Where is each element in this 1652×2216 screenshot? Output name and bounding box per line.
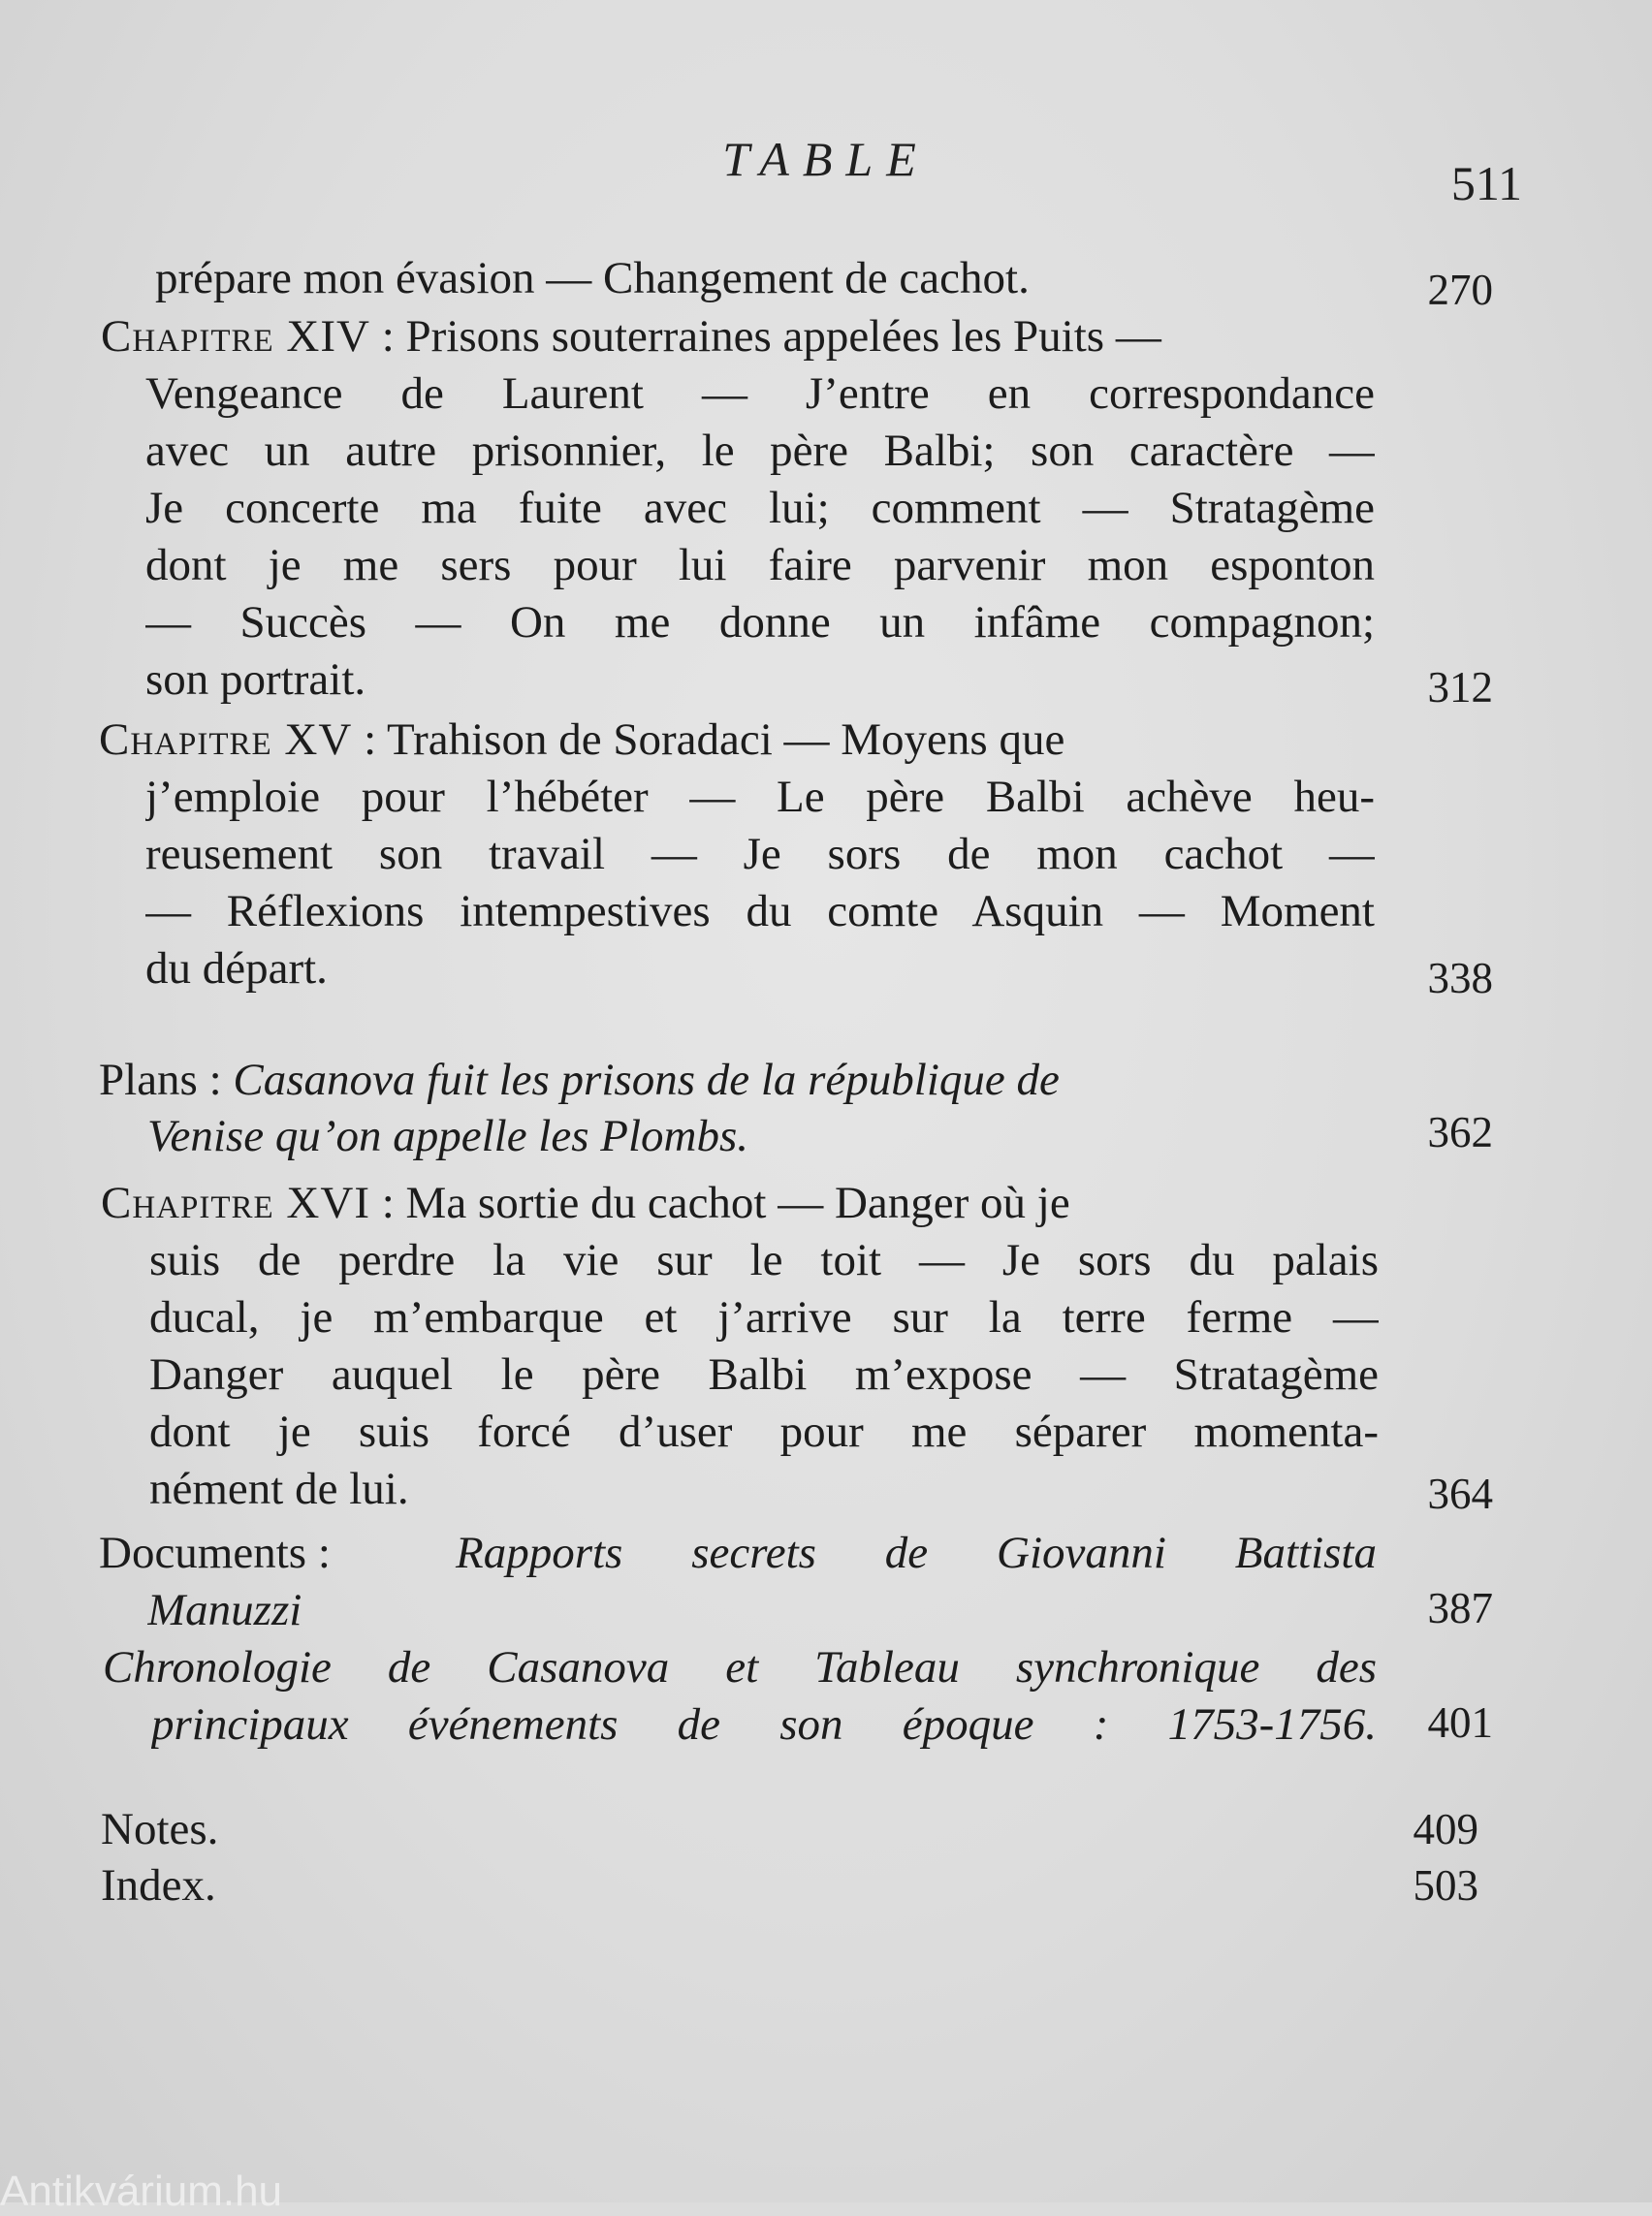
toc-line: reusement son travail — Je sors de mon cachot — — [145, 829, 1375, 879]
toc-line: Prisons souterraines appelées les Puits — — [405, 311, 1161, 362]
chapter-label: Chapitre XVI — [101, 1178, 370, 1228]
toc-line: Notes. — [101, 1804, 219, 1854]
toc-line: Danger auquel le père Balbi m’expose — Stratagème — [149, 1349, 1379, 1400]
toc-line: Rapports secrets de Giovanni Battista — [456, 1528, 1377, 1578]
toc-page-ref: 362 — [1427, 1108, 1493, 1156]
section-label: Plans — [99, 1055, 198, 1105]
toc-line: dont je me sers pour lui faire parvenir mon esponton — [145, 540, 1375, 590]
toc-line: Je concerte ma fuite avec lui; comment — Stratagème — [145, 483, 1375, 533]
toc-page-ref: 270 — [1427, 266, 1493, 314]
toc-line: Casanova fuit les prisons de la république de — [233, 1055, 1060, 1105]
toc-line: principaux événements de son époque : 1753-1756. — [151, 1699, 1377, 1750]
page-number: 511 — [1450, 156, 1522, 210]
section-label: Documents : — [99, 1528, 331, 1578]
chapter-label: Chapitre XV — [99, 714, 353, 765]
toc-line: son portrait. — [145, 654, 366, 705]
toc-line: prépare mon évasion — Changement de cachot. — [155, 253, 1030, 303]
toc-line: Vengeance de Laurent — J’entre en correspondance — [145, 368, 1375, 419]
toc-line: suis de perdre la vie sur le toit — Je sors du palais — [149, 1235, 1379, 1285]
toc-page-ref: 312 — [1427, 663, 1493, 712]
label-separator: : — [197, 1055, 234, 1105]
toc-page-ref: 364 — [1427, 1470, 1493, 1518]
toc-line: — Réflexions intempestives du comte Asquin — Moment — [145, 886, 1375, 936]
toc-page-ref: 503 — [1413, 1861, 1478, 1910]
label-separator: : — [369, 311, 406, 362]
toc-first-line — [101, 308, 1161, 364]
watermark: Antikvárium.hu — [0, 2168, 283, 2215]
toc-line: dont je suis forcé d’user pour me séparer momenta- — [149, 1407, 1379, 1457]
running-title: TABLE — [722, 132, 930, 186]
label-separator: : — [369, 1178, 406, 1228]
toc-line: Ma sortie du cachot — Danger où je — [405, 1178, 1070, 1228]
toc-line: Manuzzi — [147, 1585, 302, 1635]
toc-line: j’emploie pour l’hébéter — Le père Balbi achève heu- — [145, 772, 1375, 822]
toc-line: Index. — [101, 1860, 216, 1911]
toc-page-ref: 409 — [1413, 1805, 1478, 1853]
toc-line: avec un autre prisonnier, le père Balbi; son caractère — — [145, 426, 1375, 476]
toc-first-line — [99, 1525, 1377, 1581]
toc-line: Venise qu’on appelle les Plombs. — [147, 1111, 749, 1161]
toc-first-line — [101, 1175, 1070, 1231]
chapter-label: Chapitre XIV — [101, 311, 370, 362]
label-separator: : — [352, 714, 388, 765]
toc-page-ref: 401 — [1427, 1698, 1493, 1747]
toc-first-line — [99, 1052, 1060, 1108]
toc-line: Chronologie de Casanova et Tableau synchronique des — [103, 1642, 1377, 1693]
toc-line: nément de lui. — [149, 1464, 409, 1514]
toc-first-line — [99, 712, 1064, 768]
toc-page-ref: 338 — [1427, 954, 1493, 1002]
toc-page-ref: 387 — [1427, 1584, 1493, 1632]
toc-line: — Succès — On me donne un infâme compagnon; — [145, 597, 1375, 648]
toc-line: du départ. — [145, 943, 328, 994]
toc-line: ducal, je m’embarque et j’arrive sur la terre ferme — — [149, 1292, 1379, 1343]
toc-line: Trahison de Soradaci — Moyens que — [387, 714, 1065, 765]
